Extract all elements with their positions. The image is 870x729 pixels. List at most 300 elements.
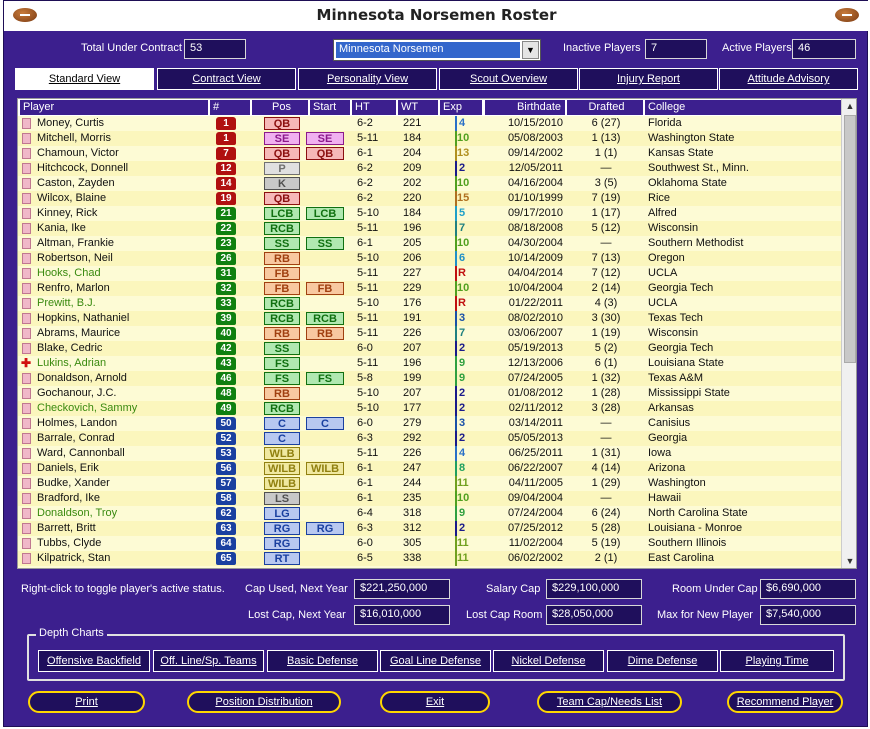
player-name[interactable]: Chamoun, Victor [37,147,119,159]
arrow-down-icon[interactable]: ▼ [845,556,855,566]
birthdate: 10/15/2010 [507,117,563,129]
col-drafted[interactable]: Drafted [567,100,643,115]
weight: 247 [403,462,422,474]
experience-badge: R [455,296,467,311]
table-row[interactable] [18,401,841,416]
player-name[interactable]: Budke, Xander [37,477,110,489]
height: 6-1 [357,477,373,489]
table-row[interactable] [18,431,841,446]
salary-cap-label: Salary Cap [486,583,541,595]
height: 5-11 [357,327,379,339]
player-name[interactable]: Checkovich, Sammy [37,402,138,414]
player-name[interactable]: Barrett, Britt [37,522,96,534]
weight: 226 [403,447,422,459]
salary-cap-value: $229,100,000 [546,579,642,599]
height: 6-2 [357,162,373,174]
position-badge: SS [264,342,300,355]
height: 5-11 [357,357,379,369]
col-pos[interactable]: Pos [252,100,308,115]
drafted: — [600,417,612,429]
table-row[interactable] [18,326,841,341]
table-row[interactable] [18,236,841,251]
weight: 205 [403,237,422,249]
playing-time-button[interactable]: Playing Time [720,650,834,672]
jersey-number: 42 [216,342,236,355]
birthdate: 05/19/2013 [507,342,563,354]
table-row[interactable] [18,266,841,281]
table-row[interactable] [18,371,841,386]
active-status-box[interactable] [22,118,31,129]
jersey-number: 19 [216,192,236,205]
drafted: 1 (17) [591,207,621,219]
active-status-box[interactable] [22,268,31,279]
drafted: — [600,432,612,444]
room-under-cap-value: $6,690,000 [760,579,856,599]
experience-badge: 9 [455,506,467,521]
active-status-box[interactable] [22,253,31,264]
col-college[interactable]: College [645,100,841,115]
experience-badge: 2 [455,341,467,356]
experience-badge: 3 [455,311,467,326]
table-row[interactable] [18,206,841,221]
player-name[interactable]: Ward, Cannonball [37,447,125,459]
experience-badge: 2 [455,431,467,446]
player-name[interactable]: Caston, Zayden [37,177,115,189]
basic-defense-button[interactable]: Basic Defense [267,650,378,672]
player-name[interactable]: Lukins, Adrian [37,357,107,369]
col-birthdate[interactable]: Birthdate [485,100,565,115]
drafted: 1 (13) [591,132,621,144]
table-row[interactable] [18,176,841,191]
total-contract-label: Total Under Contract [81,42,182,54]
jersey-number: 53 [216,447,236,460]
inactive-value: 7 [645,39,707,59]
experience-badge: 2 [455,161,467,176]
birthdate: 08/18/2008 [507,222,563,234]
drafted: 5 (28) [591,522,621,534]
player-name[interactable]: Altman, Frankie [37,237,115,249]
position-badge: P [264,162,300,175]
position-badge: SE [264,132,300,145]
active-status-box[interactable] [22,223,31,234]
weight: 207 [403,387,422,399]
birthdate: 05/08/2003 [507,132,563,144]
table-row[interactable] [18,161,841,176]
player-name[interactable]: Abrams, Maurice [37,327,121,339]
college: Georgia Tech [648,282,714,294]
nickel-defense-button[interactable]: Nickel Defense [493,650,604,672]
starter-badge: FS [306,372,344,385]
off-line-sp-teams-button[interactable]: Off. Line/Sp. Teams [153,650,264,672]
birthdate: 04/16/2004 [507,177,563,189]
tab-injury-report[interactable]: Injury Report [579,68,718,90]
exit-button[interactable]: Exit [380,691,490,713]
table-row[interactable] [18,491,841,506]
player-name[interactable]: Donaldson, Arnold [37,372,127,384]
table-row[interactable] [18,281,841,296]
active-status-box[interactable] [22,478,31,489]
birthdate: 05/05/2013 [507,432,563,444]
position-badge: FS [264,372,300,385]
weight: 177 [403,402,422,414]
player-name[interactable]: Tubbs, Clyde [37,537,102,549]
height: 5-11 [357,222,379,234]
active-status-box[interactable] [22,388,31,399]
active-status-box[interactable] [22,178,31,189]
tab-personality-view[interactable]: Personality View [298,68,437,90]
jersey-number: 33 [216,297,236,310]
starter-badge: RG [306,522,344,535]
active-status-box[interactable] [22,193,31,204]
experience-badge: 10 [457,492,470,504]
max-new-player-label: Max for New Player [657,609,753,621]
college: Mississippi State [648,387,730,399]
college: Oklahoma State [648,177,727,189]
table-row[interactable] [18,536,841,551]
active-status-box[interactable] [22,328,31,339]
college: Wisconsin [648,327,699,339]
jersey-number: 65 [216,552,236,565]
starter-badge: WILB [306,462,344,475]
college: Southern Methodist [648,237,744,249]
table-row[interactable] [18,506,841,521]
birthdate: 11/02/2004 [508,537,563,549]
cap-used-value: $221,250,000 [354,579,450,599]
window-title: Minnesota Norsemen Roster [316,6,557,24]
starter-badge: RB [306,327,344,340]
drafted: 3 (5) [594,177,618,189]
table-row[interactable] [18,131,841,146]
team-cap-needs-button[interactable]: Team Cap/Needs List [537,691,682,713]
height: 5-8 [357,372,373,384]
player-name[interactable]: Kania, Ike [37,222,86,234]
jersey-number: 52 [216,432,236,445]
active-status-box[interactable] [22,403,31,414]
position-badge: RCB [264,297,300,310]
height: 6-1 [357,147,373,159]
birthdate: 10/14/2009 [507,252,563,264]
drafted: 6 (24) [591,507,621,519]
weight: 196 [403,357,422,369]
college: Kansas State [648,147,714,159]
player-name[interactable]: Hooks, Chad [37,267,101,279]
height: 6-4 [357,507,373,519]
chevron-down-icon[interactable]: ▼ [522,41,539,59]
drafted: 5 (12) [591,222,621,234]
jersey-number: 57 [216,477,236,490]
height: 5-10 [357,207,380,219]
team-select[interactable] [333,39,541,61]
birthdate: 08/02/2010 [507,312,563,324]
weight: 338 [403,552,422,564]
position-badge: QB [264,192,300,205]
experience-badge: 9 [455,371,467,386]
player-name[interactable]: Hopkins, Nathaniel [37,312,130,324]
position-badge: QB [264,117,300,130]
scroll-thumb[interactable] [844,115,856,363]
active-status-box[interactable] [22,148,31,159]
table-row[interactable] [18,461,841,476]
drafted: — [600,492,612,504]
table-row[interactable] [18,296,841,311]
recommend-player-button[interactable]: Recommend Player [727,691,843,713]
col-player[interactable]: Player [20,100,208,115]
weight: 235 [403,492,422,504]
drafted: 7 (12) [591,267,621,279]
active-status-box[interactable] [22,418,31,429]
height: 5-10 [357,297,380,309]
experience-badge: 15 [457,192,470,204]
birthdate: 06/22/2007 [507,462,563,474]
college: Arkansas [648,402,694,414]
weight: 207 [403,342,422,354]
position-badge: C [264,417,300,430]
experience-badge: 2 [455,386,467,401]
college: Louisiana State [648,357,724,369]
weight: 196 [403,222,422,234]
player-name[interactable]: Daniels, Erik [37,462,99,474]
player-name[interactable]: Kilpatrick, Stan [37,552,111,564]
table-row[interactable] [18,386,841,401]
experience-badge: 11 [457,552,469,564]
jersey-number: 1 [216,117,236,130]
active-status-hint: Right-click to toggle player's active status. [21,583,225,595]
experience-badge: 10 [457,237,470,249]
arrow-up-icon[interactable]: ▲ [845,101,855,111]
active-status-box[interactable] [22,208,31,219]
birthdate: 03/14/2011 [508,417,563,429]
jersey-number: 12 [216,162,236,175]
active-status-box[interactable] [22,463,31,474]
position-badge: K [264,177,300,190]
weight: 184 [403,207,422,219]
position-badge: LCB [264,207,300,220]
height: 6-2 [357,117,373,129]
weight: 229 [403,282,422,294]
inactive-label: Inactive Players [563,42,641,54]
tab-standard-view[interactable]: Standard View [15,68,154,90]
college: Washington [648,477,706,489]
football-icon [835,8,859,22]
position-badge: C [264,432,300,445]
birthdate: 07/24/2005 [507,372,563,384]
table-row[interactable] [18,416,841,431]
player-name[interactable]: Kinney, Rick [37,207,98,219]
drafted: 1 (19) [591,327,621,339]
height: 6-1 [357,237,373,249]
height: 6-1 [357,462,373,474]
offensive-backfield-button[interactable]: Offensive Backfield [38,650,150,672]
college: Canisius [648,417,691,429]
weight: 318 [403,507,422,519]
position-badge: WILB [264,477,300,490]
col-number[interactable]: # [210,100,250,115]
weight: 227 [403,267,422,279]
active-status-box[interactable] [22,133,31,144]
experience-badge: 7 [455,221,467,236]
active-status-box[interactable] [22,553,31,564]
weight: 176 [403,297,422,309]
experience-badge: 10 [457,282,470,294]
drafted: 7 (13) [591,252,621,264]
player-name[interactable]: Wilcox, Blaine [37,192,107,204]
jersey-number: 32 [216,282,236,295]
active-status-box[interactable] [22,523,31,534]
active-status-box[interactable] [22,238,31,249]
college: Iowa [648,447,672,459]
table-row[interactable] [18,476,841,491]
drafted: 2 (14) [591,282,621,294]
jersey-number: 43 [216,357,236,370]
experience-badge: R [455,266,467,281]
active-status-box[interactable] [22,508,31,519]
position-distribution-button[interactable]: Position Distribution [187,691,341,713]
player-name[interactable]: Hitchcock, Donnell [37,162,129,174]
vertical-scrollbar[interactable] [841,99,857,568]
jersey-number: 23 [216,237,236,250]
player-name[interactable]: Renfro, Marlon [37,282,110,294]
active-status-box[interactable] [22,313,31,324]
player-name[interactable]: Prewitt, B.J. [37,297,96,309]
table-row[interactable] [18,191,841,206]
player-name[interactable]: Donaldson, Troy [37,507,118,519]
player-name[interactable]: Gochanour, J.C. [37,387,117,399]
birthdate: 04/11/2005 [508,477,563,489]
jersey-number: 63 [216,522,236,535]
birthdate: 03/06/2007 [507,327,563,339]
height: 5-11 [357,132,379,144]
jersey-number: 7 [216,147,236,160]
birthdate: 07/25/2012 [507,522,563,534]
player-name[interactable]: Barrale, Conrad [37,432,115,444]
drafted: 1 (29) [591,477,621,489]
weight: 202 [403,177,422,189]
height: 5-11 [357,312,379,324]
tab-scout-overview[interactable]: Scout Overview [439,68,578,90]
lost-cap-label: Lost Cap, Next Year [248,609,346,621]
height: 5-10 [357,252,380,264]
position-badge: FB [264,267,300,280]
player-name[interactable]: Blake, Cedric [37,342,103,354]
drafted: 1 (31) [591,447,621,459]
table-row[interactable] [18,116,841,131]
drafted: 1 (32) [591,372,621,384]
weight: 184 [403,132,422,144]
college: Hawaii [648,492,682,504]
table-row[interactable] [18,341,841,356]
college: Arizona [648,462,686,474]
col-start[interactable]: Start [310,100,350,115]
position-badge: RCB [264,402,300,415]
height: 5-11 [357,282,379,294]
birthdate: 04/04/2014 [507,267,563,279]
birthdate: 09/04/2004 [507,492,563,504]
drafted: 7 (19) [591,192,621,204]
weight: 220 [403,192,422,204]
player-name[interactable]: Robertson, Neil [37,252,113,264]
player-name[interactable]: Bradford, Ike [37,492,100,504]
active-status-box[interactable] [22,448,31,459]
starter-badge: FB [306,282,344,295]
dime-defense-button[interactable]: Dime Defense [607,650,718,672]
position-badge: RT [264,552,300,565]
col-exp[interactable]: Exp [440,100,482,115]
tab-attitude-advisory[interactable]: Attitude Advisory [719,68,858,90]
active-status-box[interactable] [22,343,31,354]
table-row[interactable] [18,446,841,461]
weight: 209 [403,162,422,174]
col-ht[interactable]: HT [352,100,396,115]
starter-badge: LCB [306,207,344,220]
weight: 204 [403,147,422,159]
experience-badge: 4 [455,116,467,131]
table-row[interactable] [18,311,841,326]
table-row[interactable] [18,221,841,236]
player-name[interactable]: Mitchell, Morris [37,132,111,144]
print-button[interactable]: Print [28,691,145,713]
table-row[interactable] [18,146,841,161]
weight: 206 [403,252,422,264]
active-status-box[interactable] [22,538,31,549]
table-row[interactable] [18,551,841,566]
height: 5-10 [357,402,380,414]
lost-cap-room-label: Lost Cap Room [466,609,543,621]
experience-badge: 9 [455,356,467,371]
table-row[interactable] [18,521,841,536]
position-badge: LS [264,492,300,505]
active-label: Active Players [722,42,792,54]
position-badge: WILB [264,462,300,475]
goal-line-defense-button[interactable]: Goal Line Defense [380,650,491,672]
birthdate: 12/13/2006 [507,357,563,369]
experience-badge: 2 [455,521,467,536]
experience-badge: 8 [455,461,467,476]
experience-badge: 3 [455,416,467,431]
birthdate: 01/10/1999 [507,192,563,204]
active-status-box[interactable] [22,433,31,444]
jersey-number: 46 [216,372,236,385]
red-cross-icon: ✚ [21,357,32,370]
position-badge: RB [264,387,300,400]
lost-cap-room-value: $28,050,000 [546,605,642,625]
active-status-box[interactable] [22,298,31,309]
drafted: 2 (1) [594,552,618,564]
college: Southern Illinois [648,537,727,549]
table-row[interactable] [18,251,841,266]
jersey-number: 1 [216,132,236,145]
height: 5-11 [357,447,379,459]
active-status-box[interactable] [22,493,31,504]
table-row[interactable] [18,356,841,371]
weight: 305 [403,537,422,549]
birthdate: 06/02/2002 [507,552,563,564]
player-name[interactable]: Holmes, Landon [37,417,118,429]
active-status-box[interactable] [22,283,31,294]
birthdate: 01/08/2012 [507,387,563,399]
height: 6-0 [357,537,373,549]
active-status-box[interactable] [22,373,31,384]
player-name[interactable]: Money, Curtis [37,117,105,129]
active-status-box[interactable] [22,163,31,174]
jersey-number: 62 [216,507,236,520]
height: 6-0 [357,342,373,354]
jersey-number: 31 [216,267,236,280]
tab-contract-view[interactable]: Contract View [157,68,296,90]
col-wt[interactable]: WT [398,100,438,115]
starter-badge: C [306,417,344,430]
height: 6-1 [357,492,373,504]
jersey-number: 40 [216,327,236,340]
